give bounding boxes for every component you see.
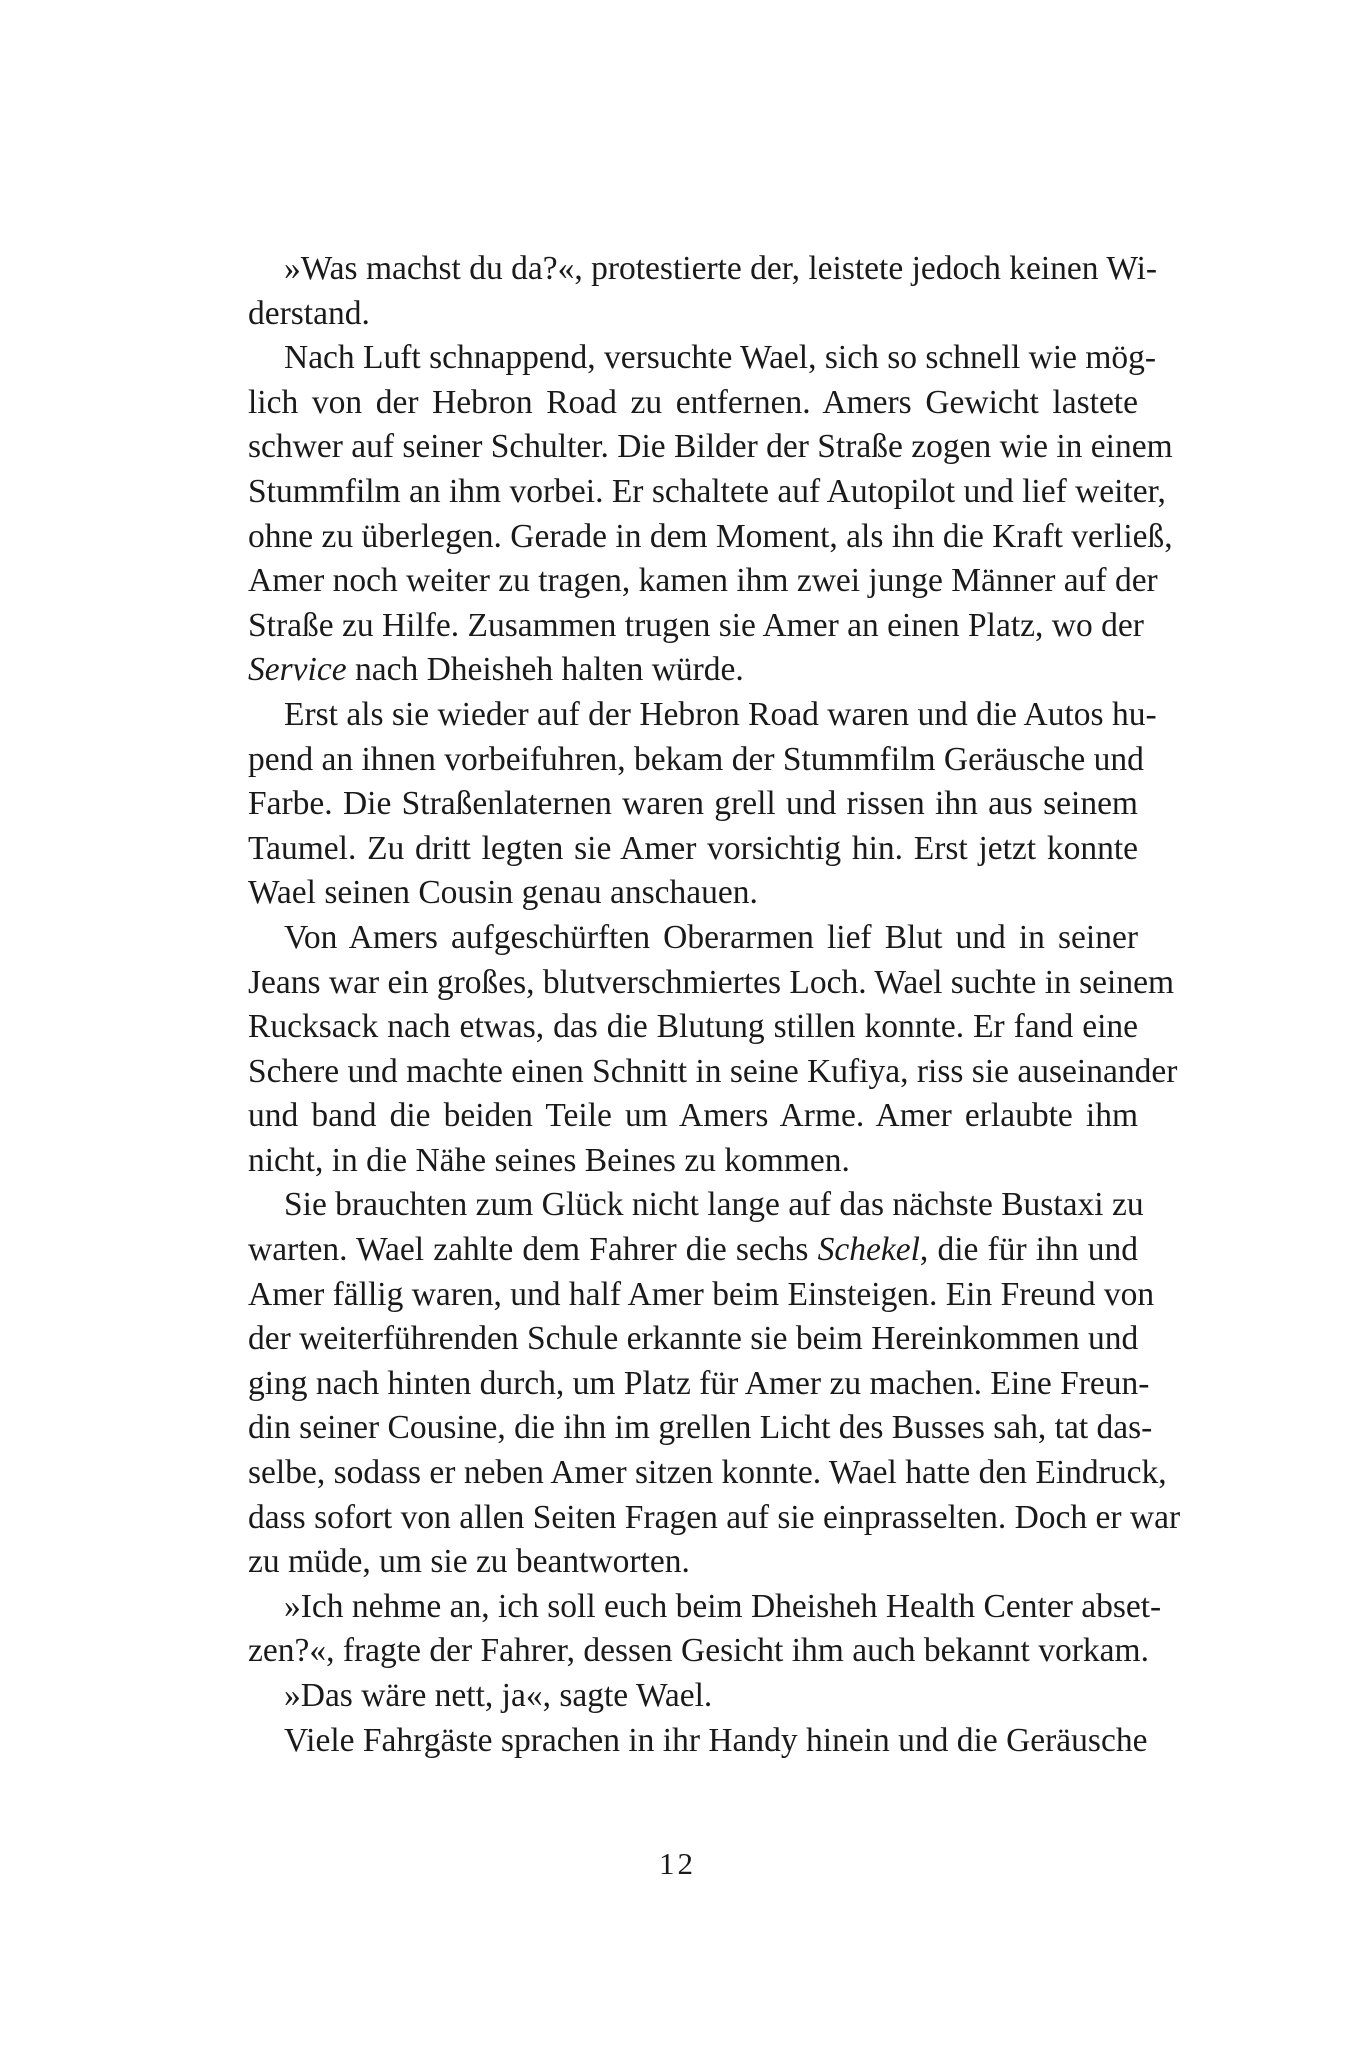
text-line: din seiner Cousine, die ihn im grellen Licht des Busses sah, tat das- bbox=[248, 1409, 1153, 1447]
text-line: ging nach hinten durch, um Platz für Amer zu machen. Eine Freun- bbox=[248, 1364, 1150, 1402]
text-line: Taumel. Zu dritt legten sie Amer vorsichtig hin. Erst jetzt konnte bbox=[248, 829, 1138, 867]
text-line-italic-lead: Service nach Dheisheh halten würde. bbox=[248, 651, 744, 689]
text-line: ohne zu überlegen. Gerade in dem Moment, als ihn die Kraft verließ, bbox=[248, 517, 1173, 555]
text-line-italic-word: warten. Wael zahlte dem Fahrer die sechs Schekel, die für ihn und bbox=[248, 1231, 1139, 1269]
text-line: der weiterführenden Schule erkannte sie beim Hereinkommen und bbox=[248, 1320, 1139, 1358]
text-line: Von Amers aufgeschürften Oberarmen lief Blut und in seiner bbox=[284, 918, 1138, 956]
text-line: Viele Fahrgäste sprachen in ihr Handy hinein und die Geräusche bbox=[284, 1721, 1148, 1759]
page-number: 12 bbox=[659, 1846, 696, 1881]
text-line: Amer fällig waren, und half Amer beim Einsteigen. Ein Freund von bbox=[248, 1275, 1155, 1313]
text-line: derstand. bbox=[248, 294, 370, 332]
text-line: »Das wäre nett, ja«, sagte Wael. bbox=[284, 1677, 713, 1714]
text-line: Erst als sie wieder auf der Hebron Road waren und die Autos hu- bbox=[284, 695, 1157, 733]
text-line: »Ich nehme an, ich soll euch beim Dheisheh Health Center abset- bbox=[284, 1587, 1162, 1625]
text-line: zu müde, um sie zu beantworten. bbox=[248, 1543, 690, 1581]
text-line: Straße zu Hilfe. Zusammen trugen sie Amer an einen Platz, wo der bbox=[248, 606, 1144, 644]
body-text bbox=[248, 247, 1181, 1763]
text-line: Sie brauchten zum Glück nicht lange auf das nächste Bustaxi zu bbox=[284, 1186, 1144, 1224]
text-line: lich von der Hebron Road zu entfernen. Amers Gewicht lastete bbox=[248, 383, 1138, 421]
text-line: zen?«, fragte der Fahrer, dessen Gesicht ihm auch bekannt vorkam. bbox=[248, 1632, 1149, 1670]
text-line: »Was machst du da?«, protestierte der, leistete jedoch keinen Wi- bbox=[284, 250, 1158, 287]
italic-word: Schekel bbox=[817, 1231, 920, 1269]
text-line: Wael seinen Cousin genau anschauen. bbox=[248, 874, 758, 912]
text-line: und band die beiden Teile um Amers Arme. Amer erlaubte ihm bbox=[248, 1097, 1138, 1135]
text-line: pend an ihnen vorbeifuhren, bekam der Stummfilm Geräusche und bbox=[248, 740, 1144, 778]
text-line: selbe, sodass er neben Amer sitzen konnte. Wael hatte den Eindruck, bbox=[248, 1454, 1167, 1492]
text-line: schwer auf seiner Schulter. Die Bilder der Straße zogen wie in einem bbox=[248, 428, 1173, 466]
text-line: Nach Luft schnappend, versuchte Wael, sich so schnell wie mög- bbox=[284, 339, 1157, 377]
text-line: Jeans war ein großes, blutverschmiertes Loch. Wael suchte in seinem bbox=[248, 963, 1175, 1001]
text-line: dass sofort von allen Seiten Fragen auf sie einprasselten. Doch er war bbox=[248, 1498, 1181, 1536]
text-line: Schere und machte einen Schnitt in seine Kufiya, riss sie auseinander bbox=[248, 1052, 1178, 1090]
text-line: Farbe. Die Straßenlaternen waren grell und rissen ihn aus seinem bbox=[248, 785, 1138, 823]
text-line: Stummfilm an ihm vorbei. Er schaltete auf Autopilot und lief weiter, bbox=[248, 472, 1166, 510]
text-line: Rucksack nach etwas, das die Blutung stillen konnte. Er fand eine bbox=[248, 1008, 1138, 1046]
text-line: Amer noch weiter zu tragen, kamen ihm zwei junge Männer auf der bbox=[248, 562, 1158, 600]
italic-word: Service bbox=[248, 651, 347, 689]
text-line: nicht, in die Nähe seines Beines zu kommen. bbox=[248, 1141, 850, 1179]
